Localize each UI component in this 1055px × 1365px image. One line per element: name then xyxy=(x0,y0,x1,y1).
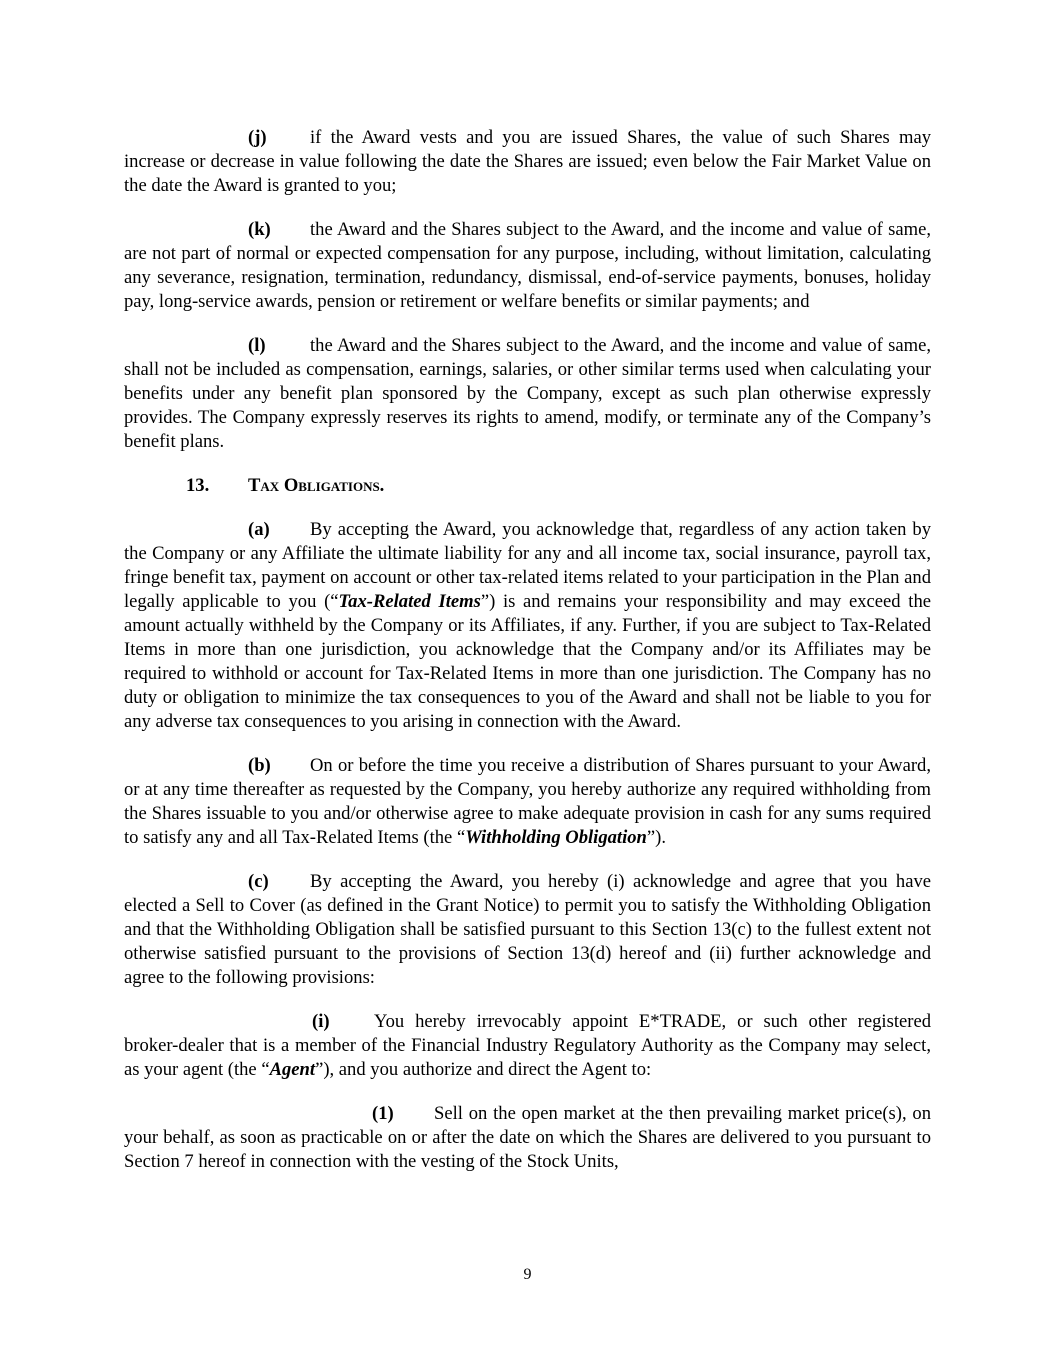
paragraph-k-text: the Award and the Shares subject to the Award, and the income and value of same, are not part of normal or expected compensation for any purpose, including, without limitation, calculating any severance, resignation, termination, redundancy, dismissal, end-of-service payments, bonuses, holiday pay, long-service awards, pension or retirement or welfare benefits or similar payments; and xyxy=(124,219,931,312)
section-13-c-label: (c) xyxy=(248,871,269,892)
paragraph-l-text: the Award and the Shares subject to the Award, and the income and value of same, shall not be included as compensation, earnings, salaries, or other similar terms used when calculating your benefits under any benefit plan sponsored by the Company, except as such plan otherwise expressly provides. The Company expressly reserves its rights to amend, modify, or terminate any of the Company’s benefit plans. xyxy=(124,335,931,452)
section-13-c-i-1-text: Sell on the open market at the then prevailing market price(s), on your behalf, as soon as practicable on or after the date on which the Shares are delivered to you pursuant to Section 7 hereof in connection with the vesting of the Stock Units, xyxy=(124,1103,931,1172)
paragraph-k-label: (k) xyxy=(248,219,271,240)
section-13-c-i-text-before: You hereby irrevocably appoint E*TRADE, or such other registered broker-dealer that is a member of the Financial Industry Regulatory Authority as the Company may select, as your agent (the “ xyxy=(124,1011,931,1080)
section-13-a xyxy=(124,518,931,734)
page-number: 9 xyxy=(523,1266,532,1283)
section-13-a-text-before: By accepting the Award, you acknowledge that, regardless of any action taken by the Company or any Affiliate the ultimate liability for any and all income tax, social insurance, payroll tax, fringe benefit tax, payment on account or other tax-related items related to your participation in the Plan and legally applicable to you (“ xyxy=(124,519,931,612)
document-page xyxy=(124,126,931,1194)
section-13-b-text-after: ”). xyxy=(646,827,666,848)
section-13-a-label: (a) xyxy=(248,519,270,540)
defined-term-withholding-obligation: Withholding Obligation xyxy=(465,827,647,848)
section-13-c-i-text-after: ”), and you authorize and direct the Agent to: xyxy=(315,1059,652,1080)
paragraph-k xyxy=(124,218,931,314)
paragraph-j xyxy=(124,126,931,198)
section-13-c-i-1 xyxy=(124,1102,931,1174)
section-13-c-text: By accepting the Award, you hereby (i) acknowledge and agree that you have elected a Sell to Cover (as defined in the Grant Notice) to permit you to satisfy the Withholding Obligation and that the Withholding Obligation shall be satisfied pursuant to this Section 13(c) to the fullest extent not otherwise satisfied pursuant to the provisions of Section 13(d) hereof and (ii) further acknowledge and agree to the following provisions: xyxy=(124,871,931,988)
paragraph-l xyxy=(124,334,931,454)
section-13-heading xyxy=(124,474,931,498)
section-13-a-text-after: ”) is and remains your responsibility and may exceed the amount actually withheld by the Company or its Affiliates, if any. Further, if you are subject to Tax-Related Items in more than one jurisdiction, you acknowledge that the Company and/or its Affiliates may be required to withhold or account for Tax-Related Items in more than one jurisdiction. The Company has no duty or obligation to minimize the tax consequences to you of the Award and shall not be liable to you for any adverse tax consequences to you arising in connection with the Award. xyxy=(124,591,931,732)
section-13-c xyxy=(124,870,931,990)
section-13-number: 13. xyxy=(186,475,210,496)
paragraph-l-label: (l) xyxy=(248,335,266,356)
paragraph-j-text: if the Award vests and you are issued Shares, the value of such Shares may increase or decrease in value following the date the Shares are issued; even below the Fair Market Value on the date the Award is granted to you; xyxy=(124,127,931,196)
defined-term-tax-related-items: Tax-Related Items xyxy=(338,591,481,612)
section-13-b-text-before: On or before the time you receive a distribution of Shares pursuant to your Award, or at any time thereafter as requested by the Company, you hereby authorize any required withholding from the Shares issuable to you and/or otherwise agree to make adequate provision in cash for any sums required to satisfy any and all Tax-Related Items (the “ xyxy=(124,755,931,848)
section-13-c-i xyxy=(124,1010,931,1082)
paragraph-j-label: (j) xyxy=(248,127,267,148)
section-13-b-label: (b) xyxy=(248,755,271,776)
section-13-title: Tax Obligations. xyxy=(248,475,385,496)
section-13-c-i-label: (i) xyxy=(312,1011,330,1032)
section-13-b xyxy=(124,754,931,850)
defined-term-agent: Agent xyxy=(269,1059,316,1080)
section-13-c-i-1-label: (1) xyxy=(372,1103,394,1124)
